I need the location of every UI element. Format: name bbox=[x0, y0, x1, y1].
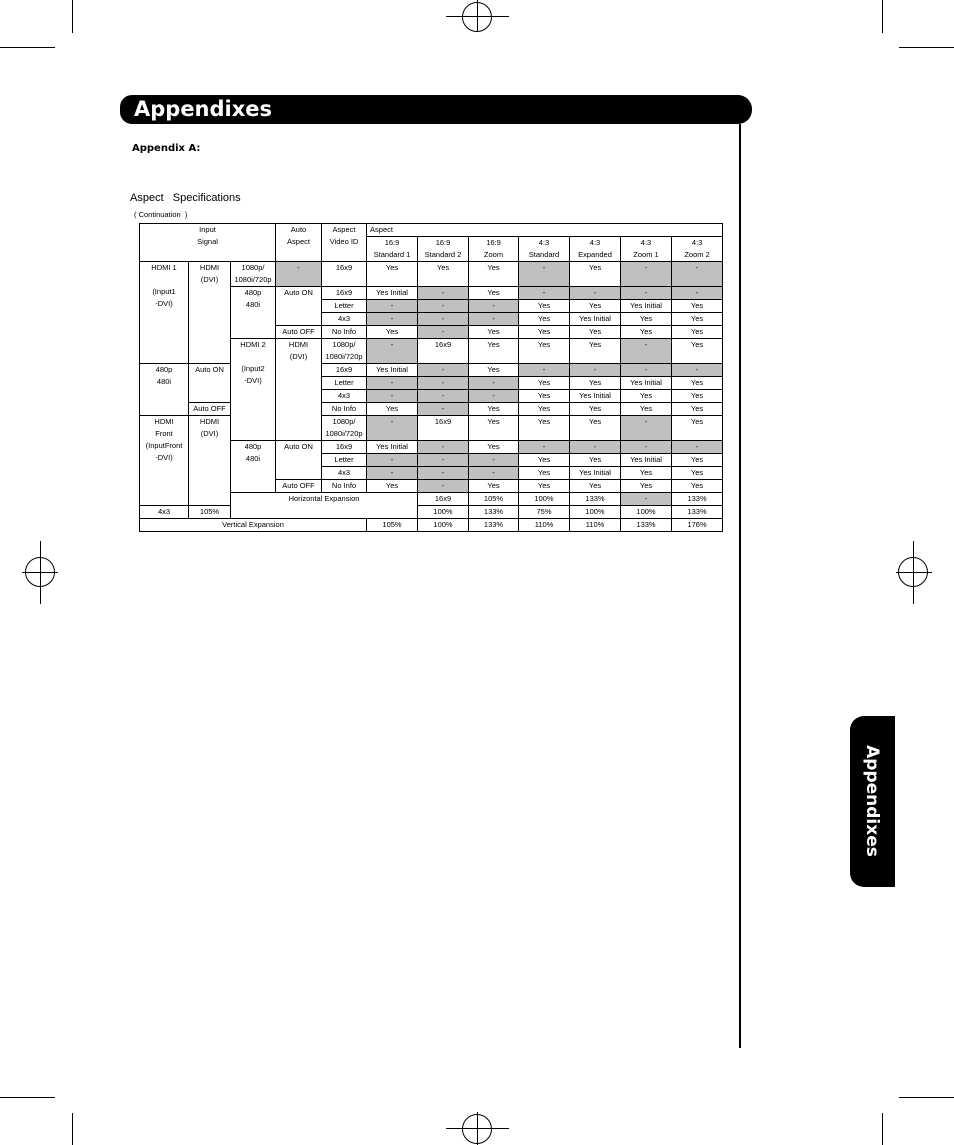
value-cell: 100% bbox=[621, 506, 672, 519]
video-id: 16x9 bbox=[322, 441, 367, 454]
value-cell: Yes bbox=[469, 441, 519, 454]
value-cell: Yes bbox=[621, 326, 672, 339]
value-cell: Yes Initial bbox=[621, 454, 672, 467]
header-input-signal: Input Signal bbox=[140, 224, 276, 262]
side-tab[interactable] bbox=[850, 716, 895, 887]
value-cell: Yes bbox=[469, 287, 519, 300]
video-id: 4x3 bbox=[322, 467, 367, 480]
auto-aspect-hd: - bbox=[276, 262, 322, 287]
value-cell: - bbox=[672, 287, 723, 300]
crop-mark bbox=[72, 1113, 73, 1145]
crop-mark bbox=[72, 0, 73, 33]
resolution-hd: 1080p/ 1080i/720p bbox=[322, 339, 367, 364]
value-cell: Yes bbox=[672, 390, 723, 403]
video-id: 16x9 bbox=[418, 416, 469, 441]
value-cell: - bbox=[672, 262, 723, 287]
auto-aspect-hd: - bbox=[367, 339, 418, 364]
value-cell: 176% bbox=[672, 519, 723, 532]
value-cell: Yes bbox=[469, 416, 519, 441]
value-cell: - bbox=[367, 377, 418, 390]
header-mode: 16:9 Standard 2 bbox=[418, 237, 469, 262]
video-id: 4x3 bbox=[140, 506, 189, 519]
value-cell: - bbox=[570, 441, 621, 454]
page-divider bbox=[739, 124, 741, 1048]
value-cell: - bbox=[418, 300, 469, 313]
video-id: 16x9 bbox=[418, 493, 469, 506]
appendix-subtitle: Appendix A: bbox=[132, 143, 201, 154]
video-id: No Info bbox=[322, 326, 367, 339]
value-cell: Yes bbox=[469, 339, 519, 364]
value-cell: Yes bbox=[469, 480, 519, 493]
value-cell: Yes bbox=[418, 262, 469, 287]
value-cell: - bbox=[570, 287, 621, 300]
value-cell: Yes bbox=[367, 262, 418, 287]
value-cell: Yes bbox=[519, 339, 570, 364]
value-cell: Yes Initial bbox=[570, 390, 621, 403]
value-cell: Yes bbox=[367, 403, 418, 416]
table-row bbox=[140, 519, 723, 532]
value-cell: Yes Initial bbox=[367, 441, 418, 454]
value-cell: Yes bbox=[519, 300, 570, 313]
value-cell: - bbox=[621, 493, 672, 506]
value-cell: Yes bbox=[519, 377, 570, 390]
value-cell: 105% bbox=[189, 506, 231, 519]
value-cell: - bbox=[519, 287, 570, 300]
value-cell: - bbox=[418, 364, 469, 377]
value-cell: 133% bbox=[672, 493, 723, 506]
crop-mark bbox=[40, 541, 41, 604]
value-cell: 110% bbox=[519, 519, 570, 532]
header-mode: 4:3 Expanded bbox=[570, 237, 621, 262]
value-cell: - bbox=[469, 313, 519, 326]
section-title: Aspect Specifications bbox=[130, 192, 241, 204]
crop-mark bbox=[477, 0, 478, 32]
crop-mark bbox=[899, 1097, 954, 1098]
value-cell: Yes bbox=[469, 364, 519, 377]
value-cell: - bbox=[367, 467, 418, 480]
crop-mark bbox=[899, 47, 954, 48]
value-cell: - bbox=[418, 287, 469, 300]
value-cell: Yes bbox=[570, 326, 621, 339]
value-cell: 105% bbox=[469, 493, 519, 506]
value-cell: Yes bbox=[672, 377, 723, 390]
value-cell: 133% bbox=[621, 519, 672, 532]
value-cell: Yes bbox=[469, 403, 519, 416]
value-cell: - bbox=[367, 390, 418, 403]
crop-mark bbox=[477, 1112, 478, 1145]
value-cell: - bbox=[469, 390, 519, 403]
value-cell: - bbox=[418, 467, 469, 480]
input-name: HDMI 2 (Input2 -DVI) bbox=[231, 339, 276, 441]
value-cell: 100% bbox=[418, 506, 469, 519]
value-cell: - bbox=[367, 313, 418, 326]
value-cell: Yes bbox=[672, 339, 723, 364]
value-cell: Yes Initial bbox=[367, 364, 418, 377]
value-cell: Yes bbox=[367, 480, 418, 493]
value-cell: - bbox=[672, 441, 723, 454]
video-id: Letter bbox=[322, 300, 367, 313]
value-cell: Yes bbox=[672, 416, 723, 441]
value-cell: Yes bbox=[367, 326, 418, 339]
side-tab-label: Appendixes bbox=[862, 745, 882, 857]
value-cell: Yes Initial bbox=[367, 287, 418, 300]
auto-aspect-off: Auto OFF bbox=[189, 403, 231, 416]
header-aspect-video-id: Aspect Video ID bbox=[322, 224, 367, 262]
value-cell: - bbox=[469, 377, 519, 390]
table-row bbox=[140, 506, 723, 519]
crop-mark bbox=[0, 47, 55, 48]
auto-aspect-on: Auto ON bbox=[276, 441, 322, 480]
value-cell: Yes bbox=[570, 262, 621, 287]
video-id: 16x9 bbox=[322, 287, 367, 300]
table-row bbox=[140, 416, 723, 441]
value-cell: 133% bbox=[570, 493, 621, 506]
value-cell: Yes bbox=[519, 403, 570, 416]
input-source: HDMI (DVI) bbox=[189, 262, 231, 364]
value-cell: Yes bbox=[519, 467, 570, 480]
value-cell: - bbox=[418, 403, 469, 416]
value-cell: - bbox=[570, 364, 621, 377]
value-cell: Yes bbox=[621, 313, 672, 326]
value-cell: Yes Initial bbox=[570, 313, 621, 326]
header-auto-aspect: Auto Aspect bbox=[276, 224, 322, 262]
section-banner bbox=[120, 95, 752, 124]
header-aspect: Aspect bbox=[367, 224, 723, 237]
value-cell: - bbox=[519, 441, 570, 454]
value-cell: Yes bbox=[672, 480, 723, 493]
horizontal-expansion-label: Horizontal Expansion bbox=[231, 493, 418, 519]
resolution-sd: 480p 480i bbox=[140, 364, 189, 416]
value-cell: - bbox=[418, 454, 469, 467]
value-cell: Yes bbox=[672, 313, 723, 326]
video-id: Letter bbox=[322, 454, 367, 467]
value-cell: 100% bbox=[570, 506, 621, 519]
value-cell: 110% bbox=[570, 519, 621, 532]
resolution-hd: 1080p/ 1080i/720p bbox=[322, 416, 367, 441]
value-cell: Yes bbox=[519, 454, 570, 467]
value-cell: - bbox=[418, 441, 469, 454]
value-cell: 75% bbox=[519, 506, 570, 519]
value-cell: - bbox=[418, 313, 469, 326]
video-id: 16x9 bbox=[418, 339, 469, 364]
value-cell: Yes bbox=[570, 416, 621, 441]
crop-mark bbox=[896, 572, 932, 573]
value-cell: Yes bbox=[519, 480, 570, 493]
value-cell: - bbox=[418, 377, 469, 390]
value-cell: - bbox=[418, 390, 469, 403]
auto-aspect-on: Auto ON bbox=[276, 287, 322, 326]
input-source: HDMI (DVI) bbox=[276, 339, 322, 441]
value-cell: Yes bbox=[519, 313, 570, 326]
value-cell: Yes bbox=[570, 339, 621, 364]
aspect-spec-table bbox=[139, 223, 723, 532]
value-cell: Yes bbox=[519, 416, 570, 441]
table-row bbox=[140, 262, 723, 287]
value-cell: Yes bbox=[672, 454, 723, 467]
value-cell: 100% bbox=[519, 493, 570, 506]
value-cell: - bbox=[621, 287, 672, 300]
video-id: 4x3 bbox=[322, 390, 367, 403]
value-cell: - bbox=[621, 339, 672, 364]
value-cell: Yes bbox=[570, 377, 621, 390]
value-cell: Yes bbox=[672, 300, 723, 313]
value-cell: Yes bbox=[570, 480, 621, 493]
value-cell: - bbox=[367, 300, 418, 313]
value-cell: Yes bbox=[621, 403, 672, 416]
value-cell: Yes bbox=[621, 467, 672, 480]
value-cell: Yes Initial bbox=[570, 467, 621, 480]
value-cell: 105% bbox=[367, 519, 418, 532]
value-cell: Yes bbox=[621, 480, 672, 493]
value-cell: Yes Initial bbox=[621, 377, 672, 390]
video-id: 16x9 bbox=[322, 262, 367, 287]
resolution-hd: 1080p/ 1080i/720p bbox=[231, 262, 276, 287]
crop-mark bbox=[882, 0, 883, 33]
auto-aspect-on: Auto ON bbox=[189, 364, 231, 403]
auto-aspect-off: Auto OFF bbox=[276, 480, 322, 493]
video-id: 4x3 bbox=[322, 313, 367, 326]
value-cell: - bbox=[621, 441, 672, 454]
value-cell: - bbox=[418, 480, 469, 493]
resolution-sd: 480p 480i bbox=[231, 287, 276, 339]
resolution-sd: 480p 480i bbox=[231, 441, 276, 493]
value-cell: Yes bbox=[519, 390, 570, 403]
value-cell: Yes bbox=[570, 403, 621, 416]
header-mode: 4:3 Zoom 2 bbox=[672, 237, 723, 262]
value-cell: Yes bbox=[672, 326, 723, 339]
value-cell: 133% bbox=[469, 519, 519, 532]
video-id: 16x9 bbox=[322, 364, 367, 377]
value-cell: - bbox=[469, 467, 519, 480]
value-cell: Yes bbox=[519, 326, 570, 339]
value-cell: 133% bbox=[469, 506, 519, 519]
value-cell: - bbox=[418, 326, 469, 339]
header-mode: 4:3 Zoom 1 bbox=[621, 237, 672, 262]
value-cell: Yes bbox=[621, 390, 672, 403]
input-source: HDMI (DVI) bbox=[189, 416, 231, 506]
value-cell: - bbox=[469, 300, 519, 313]
value-cell: - bbox=[621, 262, 672, 287]
value-cell: Yes bbox=[469, 326, 519, 339]
value-cell: - bbox=[519, 262, 570, 287]
auto-aspect-hd: - bbox=[367, 416, 418, 441]
banner-title: Appendixes bbox=[134, 97, 273, 121]
crop-mark bbox=[913, 541, 914, 604]
value-cell: Yes Initial bbox=[621, 300, 672, 313]
value-cell: Yes bbox=[570, 454, 621, 467]
value-cell: - bbox=[621, 364, 672, 377]
video-id: Letter bbox=[322, 377, 367, 390]
value-cell: Yes bbox=[672, 467, 723, 480]
continuation-note: ( Continuation ) bbox=[134, 210, 188, 219]
vertical-expansion-label: Vertical Expansion bbox=[140, 519, 367, 532]
value-cell: Yes bbox=[570, 300, 621, 313]
value-cell: - bbox=[672, 364, 723, 377]
header-mode: 4:3 Standard bbox=[519, 237, 570, 262]
auto-aspect-off: Auto OFF bbox=[276, 326, 322, 339]
value-cell: 100% bbox=[418, 519, 469, 532]
value-cell: Yes bbox=[469, 262, 519, 287]
value-cell: 133% bbox=[672, 506, 723, 519]
crop-mark bbox=[0, 1097, 55, 1098]
value-cell: - bbox=[469, 454, 519, 467]
value-cell: - bbox=[367, 454, 418, 467]
value-cell: Yes bbox=[672, 403, 723, 416]
video-id: No Info bbox=[322, 403, 367, 416]
value-cell: - bbox=[519, 364, 570, 377]
header-mode: 16:9 Zoom bbox=[469, 237, 519, 262]
video-id: No Info bbox=[322, 480, 367, 493]
value-cell: - bbox=[621, 416, 672, 441]
crop-mark bbox=[882, 1113, 883, 1145]
input-name: HDMI Front (InputFront -DVI) bbox=[140, 416, 189, 506]
table-row bbox=[140, 364, 723, 377]
input-name: HDMI 1 (Input1 -DVI) bbox=[140, 262, 189, 364]
header-mode: 16:9 Standard 1 bbox=[367, 237, 418, 262]
header-row bbox=[140, 224, 723, 237]
